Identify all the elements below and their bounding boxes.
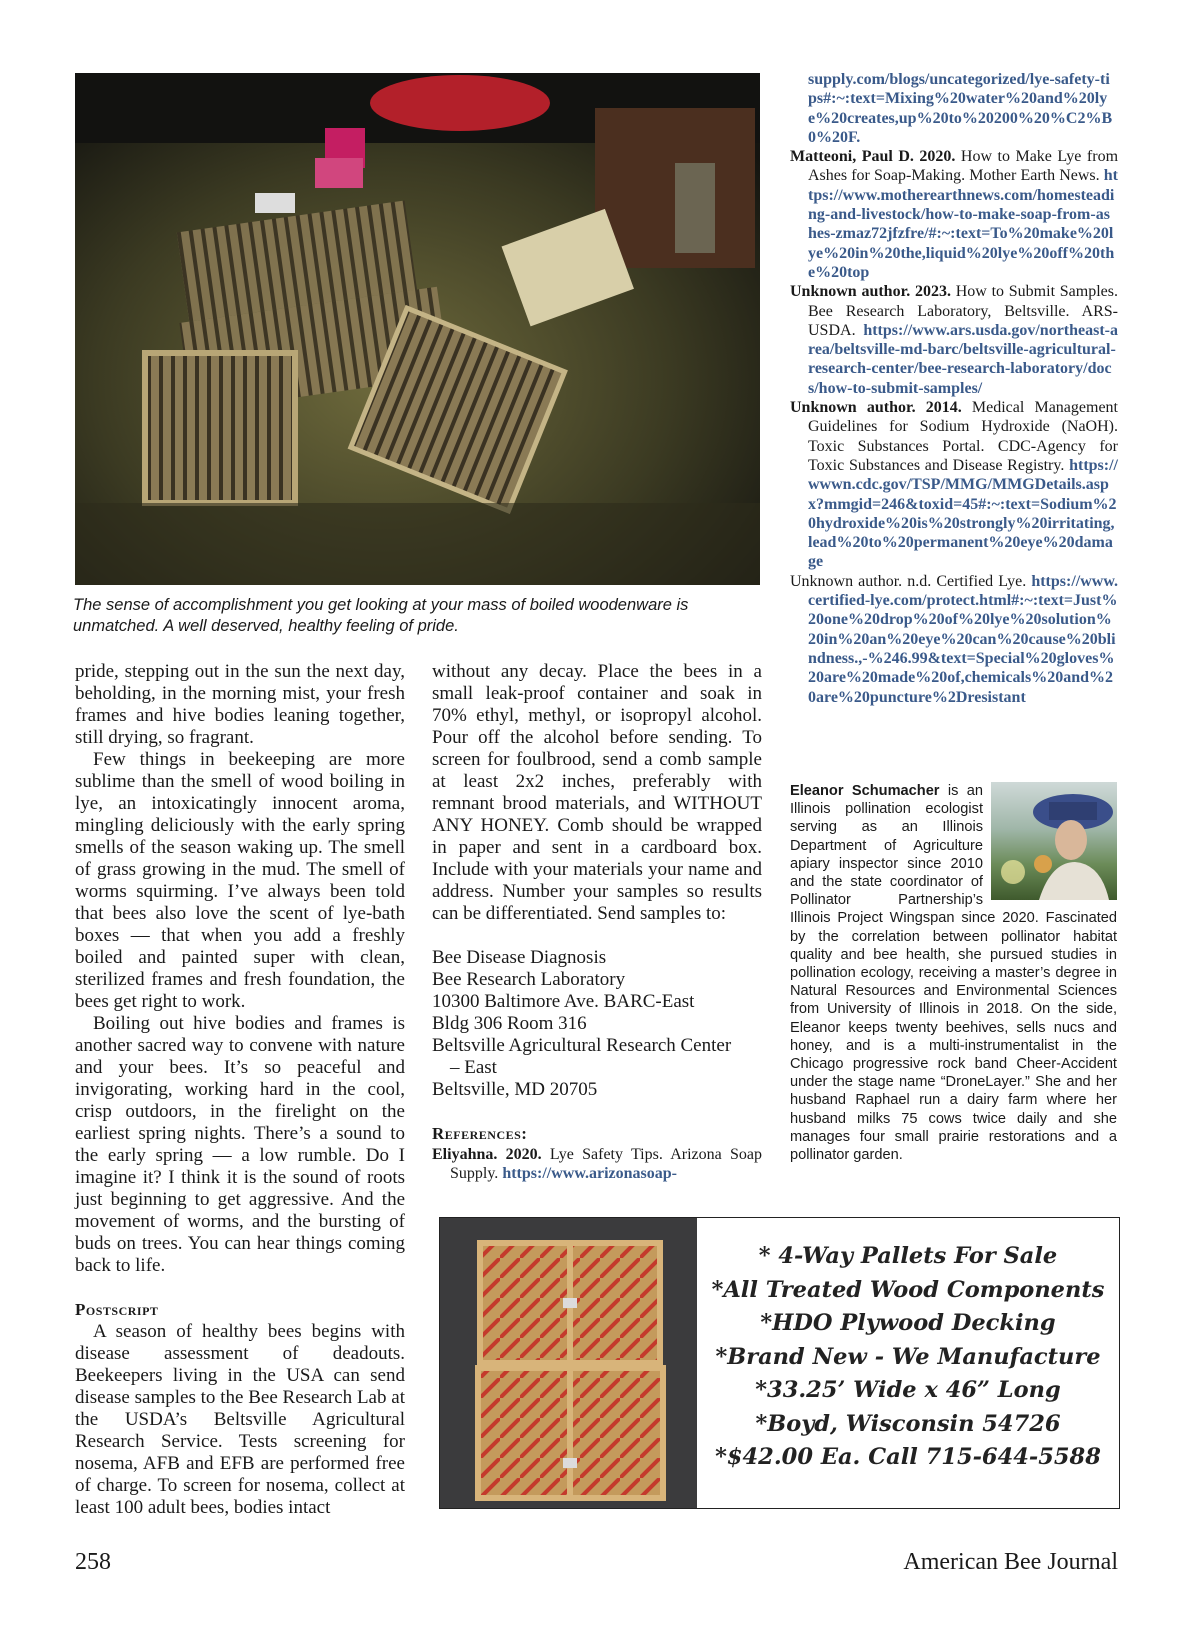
- address-line: Bldg 306 Room 316: [432, 1013, 587, 1034]
- reference-continued: [790, 70, 1118, 147]
- address-line: Beltsville Agricultural Research Center: [432, 1035, 732, 1056]
- page-number: 258: [75, 1549, 111, 1575]
- paragraph: Few things in beekeeping are more sublime than the smell of wood boiling in lye, an intoxicatingly innocent aroma, mingling deliciously with the early spring smells of the season waking up. The smell of grass growing in the mud. The smell of worms squirming. I’ve always been told that bees also love the scent of lye-bath boxes — that when you add a freshly boiled and painted super with clean, sterilized frames and fresh foundation, the bees get right to work.: [75, 749, 405, 1012]
- reference-link[interactable]: supply.com/blogs/uncategorized/lye-safety-tips#:~:text=Mixing%20water%20and%20lye%20creates,up%20to%20200%20%C2%B0%20F.: [808, 71, 1113, 146]
- article-column-1: [75, 661, 405, 1519]
- reference-item: Eliyahna. 2020. Lye Safety Tips. Arizona Soap Supply. https://www.arizonasoap-: [432, 1146, 763, 1183]
- address-line: Beltsville, MD 20705: [432, 1079, 598, 1100]
- ad-line: *33.25’ Wide x 46” Long: [755, 1377, 1061, 1403]
- pallet-advertisement: [439, 1217, 1120, 1509]
- reference-link[interactable]: https://www.motherearthnews.com/homesteading-and-livestock/how-to-make-soap-from-ashes-zmaz72jfzfre/#:~:text=To%20make%20lye%20in%20the,liquid%20lye%20off%20the%20top: [808, 167, 1118, 281]
- address-line: 10300 Baltimore Ave. BARC-East: [432, 991, 695, 1012]
- references-heading: References:: [432, 1124, 528, 1143]
- author-bio: [790, 782, 1117, 1164]
- paragraph: pride, stepping out in the sun the next day, beholding, in the morning mist, your fresh frames and hive bodies leaning together, still drying, so fragrant.: [75, 661, 405, 748]
- reference-link[interactable]: https://www.certified-lye.com/protect.html#:~:text=Just%20one%20drop%20of%20lye%20solution%20in%20an%20eye%20can%20cause%20blindness.,-%246.99&text=Special%20gloves%20are%20made%20of,chemicals%20and%20are%20puncture%2Dresistant: [808, 572, 1119, 706]
- reference-link[interactable]: https://www.ars.usda.gov/northeast-area/beltsville-md-barc/beltsville-agricultural-research-center/bee-research-laboratory/docs/how-to-submit-samples/: [808, 321, 1118, 397]
- paragraph: without any decay. Place the bees in a small leak-proof container and soak in 70% ethyl, methyl, or isopropyl alcohol. Pour off the alcohol before sending. To screen for foulbrood, send a comb sample at least 2x2 inches, preferably with remnant brood materials, and WITHOUT ANY HONEY. Comb should be wrapped in paper and sent in a cardboard box. Include with your materials your name and address. Number your samples so results can be differentiated. Send samples to:: [432, 661, 762, 924]
- address-line: Bee Research Laboratory: [432, 969, 626, 990]
- article-column-2: [432, 661, 762, 1184]
- reference-item: Matteoni, Paul D. 2020. How to Make Lye from Ashes for Soap-Making. Mother Earth News. https://www.motherearthnews.com/homesteading-and-livestock/how-to-make-soap-from-ashes-zmaz72jfzfre/#:~:text=To%20make%20lye%20in%20the,liquid%20lye%20off%20the%20top: [790, 148, 1119, 281]
- author-bio-text: is an Illinois pollination ecologist serving as an Illinois Department of Agriculture apiary inspector since 2010 and the state coordinator of Pollinator Partnership’s Illinois Project Wingspan since 2020. Fascinated by the correlation between pollinator habitat quality and bee health, she pursued studies in pollination ecology, receiving a master’s degree in Natural Resources and Environmental Sciences from University of Illinois in 2018. On the side, Eleanor keeps twenty beehives, sells nucs and honey, and is a multi-instrumentalist in the Chicago progressive rock band Cheer-Accident under the stage name “DroneLayer.” She and her husband Raphael run a dairy farm where her husband milks 75 cows twice daily and she manages four small prairie restorations and a pollinator garden.: [790, 783, 1117, 1164]
- author-name: Eleanor Schumacher: [790, 783, 940, 799]
- paragraph: A season of healthy bees begins with disease assessment of deadouts. Beekeepers living in the USA can send disease samples to the Bee Research Lab at the USDA’s Beltsville Agricultural Research Service. Tests screening for nosema, AFB and EFB are performed free of charge. To screen for nosema, collect at least 100 adult bees, bodies intact: [75, 1321, 405, 1518]
- ad-copy: [702, 1240, 1114, 1475]
- address-line: – East: [450, 1057, 497, 1078]
- paragraph: Boiling out hive bodies and frames is another sacred way to convene with nature and your bees. It’s so peaceful and invigorating, working hard in the cool, crisp outdoors, in the firelight on the earliest spring nights. There’s a sound to the early spring — a low rumble. Do I imagine it? I think it is the sound of roots just beginning to get aggressive. And the movement of worms, and the bursting of buds on trees. You can hear things coming back to life.: [75, 1013, 405, 1276]
- photo-caption: The sense of accomplishment you get looking at your mass of boiled woodenware is unmatched. A well deserved, healthy feeling of pride.: [73, 596, 689, 635]
- reference-item: Unknown author. 2014. Medical Management Guidelines for Sodium Hydroxide (NaOH). Toxic Substances Portal. CDC-Agency for Toxic Substances and Disease Registry. https://wwwn.cdc.gov/TSP/MMG/MMGDetails.aspx?mmgid=246&toxid=45#:~:text=Sodium%20hydroxide%20is%20strongly%20irritating,lead%20to%20permanent%20eye%20damage: [790, 399, 1118, 571]
- address-line: Bee Disease Diagnosis: [432, 947, 607, 968]
- reference-link[interactable]: https://wwwn.cdc.gov/TSP/MMG/MMGDetails.aspx?mmgid=246&toxid=45#:~:text=Sodium%20hydroxide%20is%20strongly%20irritating,lead%20to%20permanent%20eye%20damage: [808, 456, 1118, 571]
- author-photo: [991, 782, 1117, 900]
- ad-line: *Boyd, Wisconsin 54726: [755, 1410, 1061, 1437]
- references-list: [790, 70, 1118, 707]
- mailing-address: [432, 947, 762, 1101]
- reference-item: Unknown author. n.d. Certified Lye. https://www.certified-lye.com/protect.html#:~:text=Just%20one%20drop%20of%20lye%20solution%20in%20an%20eye%20can%20cause%20blindness.,-%246.99&text=Special%20gloves%20are%20made%20of,chemicals%20and%20are%20puncture%2Dresistant: [790, 572, 1119, 706]
- journal-name: American Bee Journal: [903, 1549, 1118, 1575]
- postscript-heading: Postscript: [75, 1300, 159, 1319]
- ad-line: *HDO Plywood Decking: [760, 1310, 1056, 1336]
- ad-line: * 4-Way Pallets For Sale: [758, 1243, 1058, 1269]
- ad-line: *$42.00 Ea. Call 715-644-5588: [715, 1444, 1101, 1470]
- reference-link[interactable]: https://www.arizonasoap-: [502, 1165, 677, 1183]
- ad-line: *Brand New - We Manufacture: [715, 1343, 1101, 1370]
- pallet-photo: [440, 1218, 697, 1508]
- reference-item: Unknown author. 2023. How to Submit Samples. Bee Research Laboratory, Beltsville. ARS-USDA. https://www.ars.usda.gov/northeast-area/beltsville-md-barc/beltsville-agricultural-research-center/bee-research-laboratory/docs/how-to-submit-samples/: [790, 283, 1118, 397]
- ad-line: *All Treated Wood Components: [711, 1276, 1105, 1303]
- boiled-woodenware-photo: [75, 73, 760, 585]
